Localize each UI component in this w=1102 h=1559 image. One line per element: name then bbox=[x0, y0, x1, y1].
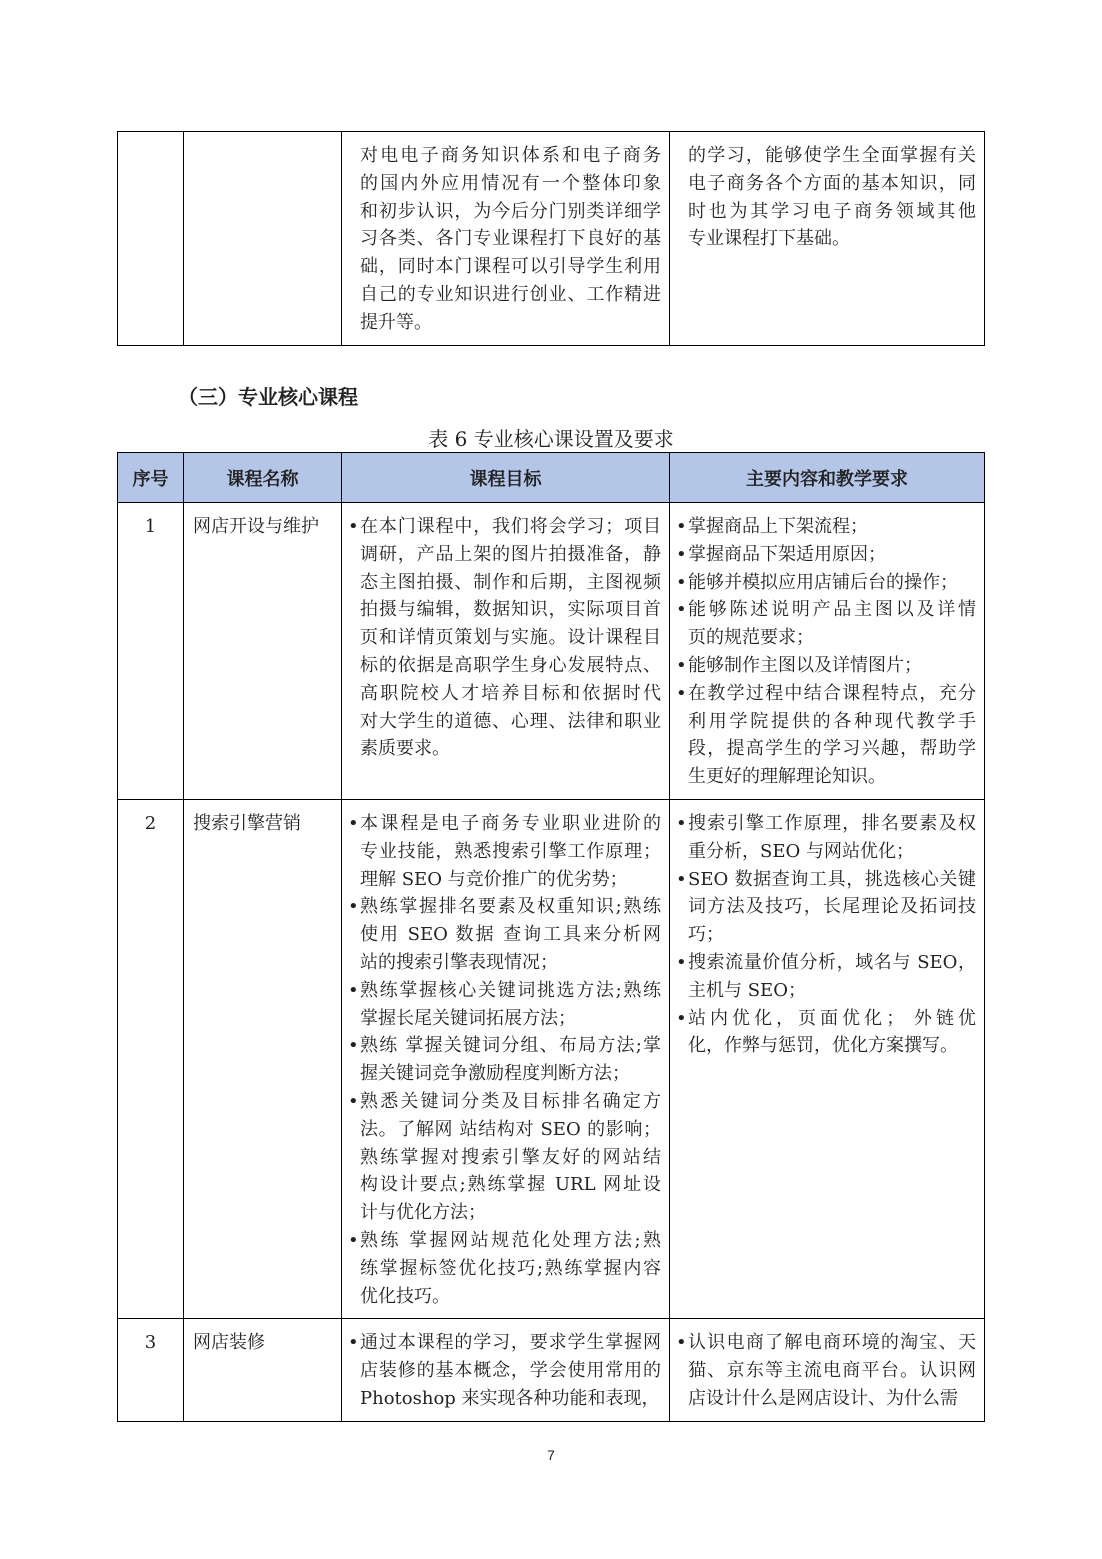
text-line: 熟练掌握对搜索引擎友好的网站结 bbox=[360, 1146, 661, 1168]
bullet-icon: • bbox=[676, 516, 687, 537]
course-goal-cell bbox=[342, 1319, 669, 1420]
bullet-item bbox=[676, 949, 976, 1005]
text-line: 调研，产品上架的图片拍摄准备，静 bbox=[360, 543, 661, 565]
continued-table bbox=[117, 131, 985, 346]
core-courses-table bbox=[117, 452, 985, 1422]
text-line: 拍摄与编辑，数据知识，实际项目首 bbox=[360, 599, 661, 621]
course-content-cell bbox=[670, 800, 984, 1068]
bullet-icon: • bbox=[348, 516, 359, 537]
bullet-item bbox=[676, 1329, 976, 1412]
bullet-icon: • bbox=[676, 571, 687, 593]
text-line: 段，提高学生的学习兴趣，帮助学 bbox=[688, 738, 976, 760]
text-line: 主机与 SEO； bbox=[688, 979, 806, 1001]
bullet-item bbox=[676, 652, 976, 680]
bullet-icon: • bbox=[348, 1090, 359, 1112]
text-line: SEO 数据查询工具，挑选核心关键 bbox=[688, 868, 976, 890]
header-goal: 课程目标 bbox=[342, 453, 670, 503]
text-line: 对大学生的道德、心理、法律和职业 bbox=[360, 710, 661, 732]
bullet-item bbox=[348, 1032, 661, 1088]
bullet-icon: • bbox=[676, 599, 687, 621]
bullet-icon: • bbox=[348, 1229, 359, 1251]
text-line: 素质要求。 bbox=[360, 738, 450, 760]
bullet-item bbox=[676, 1005, 976, 1061]
bullet-item bbox=[348, 893, 661, 976]
course-content-cell bbox=[670, 503, 984, 799]
bullet-icon: • bbox=[348, 896, 359, 918]
bullet-icon: • bbox=[676, 682, 687, 704]
text-line: 熟练 掌握关键词分组、布局方法;掌 bbox=[360, 1035, 661, 1057]
text-line: 掌握长尾关键词拓展方法； bbox=[360, 1007, 576, 1029]
text-line: 本课程是电子商务专业职业进阶的 bbox=[360, 812, 661, 834]
bullet-icon: • bbox=[676, 951, 687, 973]
bullet-icon: • bbox=[676, 868, 687, 890]
text-line: 站内优化，页面优化； 外链优 bbox=[688, 1007, 976, 1029]
text-line: 使用 SEO 数据 查询工具来分析网 bbox=[360, 924, 661, 946]
text-line: 法。了解网 站结构对 SEO 的影响； bbox=[360, 1118, 661, 1140]
bullet-item bbox=[676, 680, 976, 791]
text-line: 页的规范要求； bbox=[688, 627, 814, 649]
course-content-cell bbox=[670, 132, 984, 261]
bullet-item bbox=[676, 513, 976, 541]
page-number: 7 bbox=[547, 1447, 555, 1463]
bullet-icon: • bbox=[676, 1007, 687, 1029]
bullet-icon: • bbox=[676, 812, 687, 834]
text-line: 掌握商品下架适用原因； bbox=[688, 543, 886, 565]
header-num: 序号 bbox=[118, 453, 184, 503]
text-line: 熟练掌握核心关键词挑选方法;熟练 bbox=[360, 979, 661, 1001]
course-goal-cell bbox=[342, 503, 669, 771]
table-row bbox=[118, 799, 985, 1318]
text-line: 搜索引擎工作原理，排名要素及权 bbox=[688, 812, 976, 834]
header-content: 主要内容和教学要求 bbox=[670, 453, 985, 503]
course-number: 3 bbox=[144, 1332, 157, 1354]
text-line: 利用学院提供的各种现代教学手 bbox=[688, 710, 976, 732]
text-line: Photoshop 来实现各种功能和表现， bbox=[360, 1387, 660, 1409]
text-line: 能够并模拟应用店铺后台的操作； bbox=[688, 571, 958, 593]
course-content-cell bbox=[670, 1319, 984, 1420]
text-line: 对电电子商务知识体系和电子商务 bbox=[360, 145, 661, 166]
course-goal-cell bbox=[342, 132, 669, 345]
text-line: 专业技能，熟悉搜索引擎工作原理； bbox=[360, 840, 661, 862]
text-line: 能够制作主图以及详情图片； bbox=[688, 654, 922, 676]
text-line: 练掌握标签优化技巧;熟练掌握内容 bbox=[360, 1257, 661, 1279]
text-line: 专业课程打下基础。 bbox=[688, 228, 850, 250]
text-line: 店装修的基本概念，学会使用常用的 bbox=[360, 1360, 661, 1382]
text-line: 理解 SEO 与竞价推广的优劣势； bbox=[360, 868, 628, 890]
text-line: 和初步认识，为今后分门别类详细学 bbox=[360, 200, 661, 222]
text-line: 认识电商了解电商环境的淘宝、天 bbox=[688, 1332, 976, 1354]
text-line: 在本门课程中，我们将会学习；项目 bbox=[360, 516, 661, 537]
bullet-icon: • bbox=[348, 1035, 359, 1057]
header-name: 课程名称 bbox=[184, 453, 342, 503]
bullet-item bbox=[348, 1088, 661, 1227]
text-line: 高职院校人才培养目标和依据时代 bbox=[360, 682, 661, 704]
text-line: 熟练掌握排名要素及权重知识;熟练 bbox=[360, 896, 661, 918]
text-line: 化，作弊与惩罚，优化方案撰写。 bbox=[688, 1035, 958, 1057]
bullet-item bbox=[348, 810, 661, 893]
empty-cell bbox=[184, 132, 342, 346]
text-line: 在教学过程中结合课程特点，充分 bbox=[688, 682, 976, 704]
course-goal-cell bbox=[342, 800, 669, 1318]
text-line: 生更好的理解理论知识。 bbox=[688, 766, 886, 788]
table-row bbox=[118, 503, 985, 800]
bullet-icon: • bbox=[348, 1332, 359, 1354]
course-name: 搜索引擎营销 bbox=[193, 812, 301, 834]
bullet-item bbox=[676, 596, 976, 652]
text-line: 的国内外应用情况有一个整体印象 bbox=[360, 172, 661, 194]
text-line: 优化技巧。 bbox=[360, 1285, 450, 1307]
text-line: 搜索流量价值分析，域名与 SEO， bbox=[688, 951, 976, 973]
text-line: 握关键词竞争激励程度判断方法； bbox=[360, 1063, 630, 1085]
text-line: 构设计要点;熟练掌握 URL 网址设 bbox=[360, 1174, 661, 1196]
bullet-item bbox=[676, 866, 976, 949]
text-line: 掌握商品上下架流程； bbox=[688, 516, 868, 537]
bullet-item bbox=[676, 569, 976, 597]
text-line: 时也为其学习电子商务领域其他 bbox=[688, 200, 976, 222]
course-number: 2 bbox=[144, 812, 157, 834]
empty-cell bbox=[118, 132, 184, 346]
course-number: 1 bbox=[144, 516, 157, 537]
bullet-item bbox=[348, 1329, 661, 1412]
bullet-item bbox=[676, 541, 976, 569]
bullet-icon: • bbox=[676, 543, 687, 565]
bullet-item bbox=[676, 810, 976, 866]
bullet-item bbox=[348, 977, 661, 1033]
text-line: 计与优化方法； bbox=[360, 1202, 486, 1224]
section-heading: （三）专业核心课程 bbox=[178, 385, 358, 409]
text-line: 熟练 掌握网站规范化处理方法;熟 bbox=[360, 1229, 661, 1251]
course-name: 网店开设与维护 bbox=[193, 516, 319, 537]
bullet-icon: • bbox=[348, 979, 359, 1001]
bullet-icon: • bbox=[676, 654, 687, 676]
text-line: 店设计什么是网店设计、为什么需 bbox=[688, 1387, 958, 1409]
table-row bbox=[118, 1319, 985, 1421]
bullet-icon: • bbox=[676, 1332, 687, 1354]
text-line: 态主图拍摄、制作和后期，主图视频 bbox=[360, 571, 661, 593]
text-line: 通过本课程的学习，要求学生掌握网 bbox=[360, 1332, 661, 1354]
text-line: 熟悉关键词分类及目标排名确定方 bbox=[360, 1090, 661, 1112]
text-line: 的学习，能够使学生全面掌握有关 bbox=[688, 145, 976, 166]
text-line: 电子商务各个方面的基本知识，同 bbox=[688, 172, 976, 194]
table-caption: 表 6 专业核心课设置及要求 bbox=[428, 427, 674, 451]
text-line: 提升等。 bbox=[360, 311, 432, 333]
text-line: 自己的专业知识进行创业、工作精进 bbox=[360, 283, 661, 305]
text-line: 站的搜索引擎表现情况； bbox=[360, 951, 558, 973]
text-line: 础，同时本门课程可以引导学生利用 bbox=[360, 256, 661, 278]
text-line: 重分析，SEO 与网站优化； bbox=[688, 840, 914, 862]
text-line: 标的依据是高职学生身心发展特点、 bbox=[360, 654, 661, 676]
text-line: 习各类、各门专业课程打下良好的基 bbox=[360, 228, 661, 250]
text-line: 巧； bbox=[688, 924, 724, 946]
bullet-icon: • bbox=[348, 812, 359, 834]
bullet-item bbox=[348, 513, 661, 763]
text-line: 猫、京东等主流电商平台。认识网 bbox=[688, 1360, 976, 1382]
text-line: 页和详情页策划与实施。设计课程目 bbox=[360, 627, 661, 649]
bullet-item bbox=[348, 1227, 661, 1310]
text-line: 能够陈述说明产品主图以及详情 bbox=[688, 599, 976, 621]
table-header-row bbox=[118, 453, 985, 503]
text-line: 词方法及技巧，长尾理论及拓词技 bbox=[688, 896, 976, 918]
course-name: 网店装修 bbox=[193, 1332, 265, 1354]
